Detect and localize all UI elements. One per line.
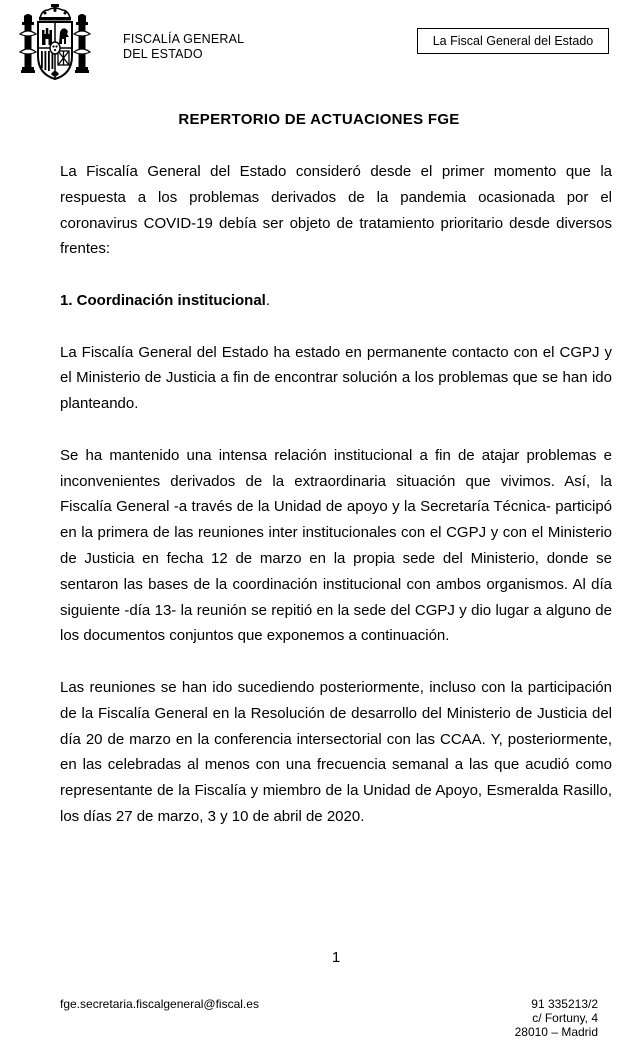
body-paragraph-3: Las reuniones se han ido sucediendo posteriormente, incluso con la participación de la Fiscalía General en la Resolución de desarrollo del Ministerio de Justicia del día 20 de marzo en la conferencia intersectorial con las CCAA. Y, posteriormente, en las celebradas al menos con una frecuencia semanal a las que acudió como representante de la Fiscalía y miembro de la Unidad de Apoyo, Esmeralda Rasillo, los días 27 de marzo, 3 y 10 de abril de 2020. [60, 678, 612, 825]
document-body [60, 159, 612, 856]
signatory-role-box: La Fiscal General del Estado [417, 28, 609, 54]
organization-name [123, 32, 244, 62]
section-heading-text: 1. Coordinación institucional [60, 291, 266, 309]
footer-street: c/ Fortuny, 4 [532, 1011, 598, 1025]
body-paragraph-2: Se ha mantenido una intensa relación institucional a fin de atajar problemas e inconvenientes derivados de la extraordinaria situación que vivimos. Así, la Fiscalía General -a través de la Unidad de apoyo y la Secretaría Técnica- participó en la primera de las reuniones inter institucionales con el CGPJ y con el Ministerio de Justicia en fecha 12 de marzo en la propia sede del Ministerio, donde se sentaron las bases de la coordinación institucional con ambos organismos. Al día siguiente -día 13- la reunión se repitió en la sede del CGPJ y dio lugar a alguno de los documentos conjuntos que exponemos a continuación. [60, 446, 612, 645]
document-title: REPERTORIO DE ACTUACIONES FGE [178, 111, 460, 128]
page-number: 1 [331, 949, 341, 966]
footer-phone: 91 335213/2 [531, 997, 598, 1011]
section-heading [60, 288, 612, 314]
footer-city: 28010 – Madrid [514, 1025, 598, 1039]
body-paragraph-1: La Fiscalía General del Estado ha estado en permanente contacto con el CGPJ y el Ministerio de Justicia a fin de encontrar solución a los problemas que se han ido planteando. [60, 343, 612, 413]
footer-email: fge.secretaria.fiscalgeneral@fiscal.es [60, 997, 259, 1011]
footer-address [515, 997, 598, 1039]
section-heading-suffix: . [265, 291, 271, 309]
organization-name-line1: FISCALÍA GENERAL [123, 32, 245, 46]
coat-of-arms-icon [18, 4, 92, 80]
intro-paragraph: La Fiscalía General del Estado consideró desde el primer momento que la respuesta a los problemas derivados de la pandemia ocasionada por el coronavirus COVID-19 debía ser objeto de tratamiento prioritario desde diversos frentes: [60, 163, 612, 258]
organization-name-line2: DEL ESTADO [123, 47, 203, 61]
